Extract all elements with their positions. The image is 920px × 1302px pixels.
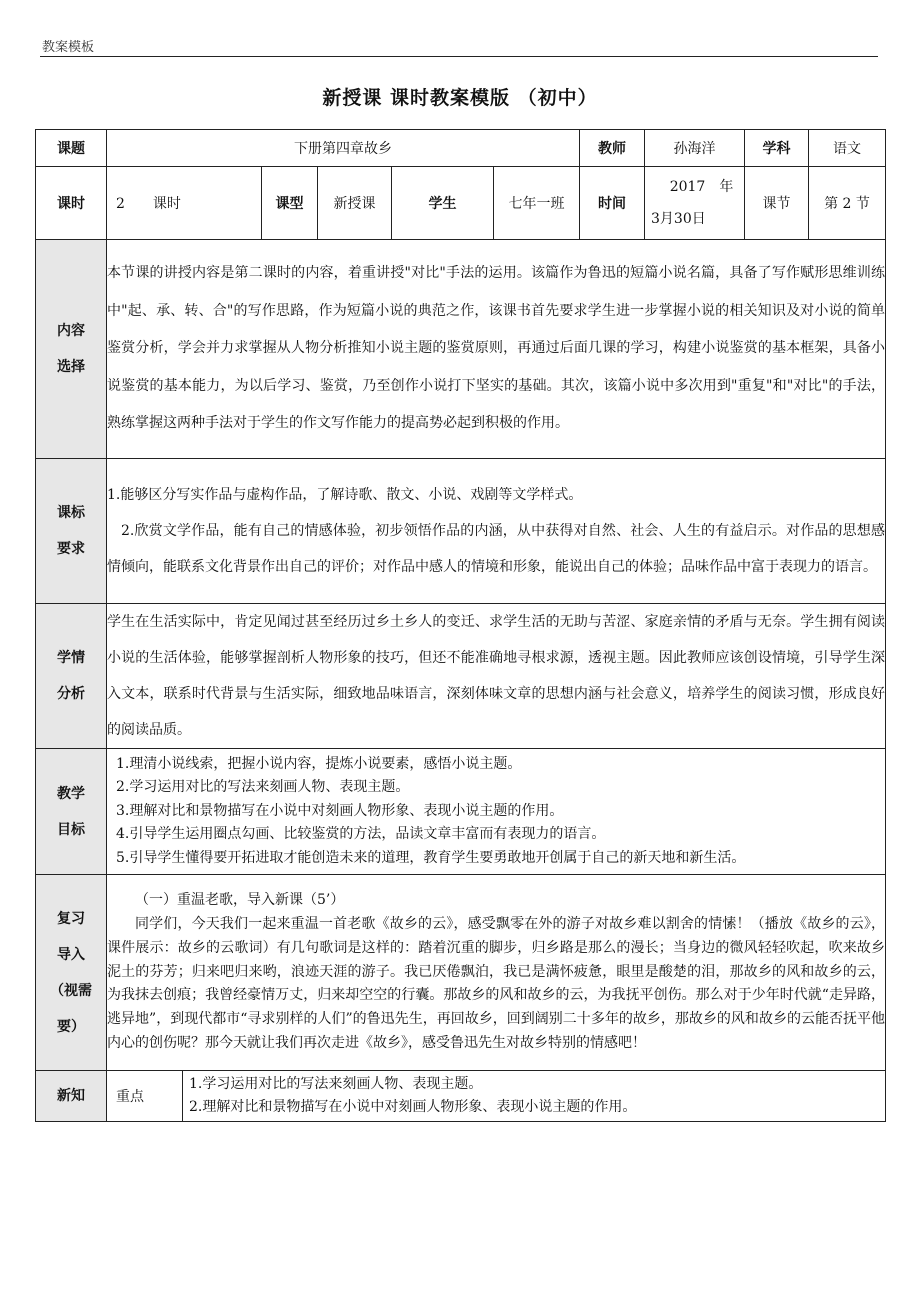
analysis-label <box>36 604 107 749</box>
standard-item-1: 1.能够区分写实作品与虚构作品，了解诗歌、散文、小说、戏剧等文学样式。 <box>107 487 583 503</box>
review-heading: （一）重温老歌，导入新课（5’） <box>135 892 345 909</box>
subject-label: 学科 <box>745 130 809 167</box>
goal-item: 5.引导学生懂得要开拓进取才能创造未来的道理，教育学生要勇敢地开创属于自己的新天地和新生活。 <box>116 849 746 866</box>
standard-item-2: 2.欣赏文学作品，能有自己的情感体验，初步领悟作品的内涵，从中获得对自然、社会、人生的有益启示。对作品的思想感情倾向，能联系文化背景作出自己的评价；对作品中感人的情境和形象，能说出自己的体验；品味作品中富于表现力的语言。 <box>107 523 886 575</box>
row-topic <box>36 130 886 167</box>
time-label: 时间 <box>580 167 645 240</box>
header-rule <box>40 56 878 57</box>
review-label-1: 复习 <box>57 910 85 927</box>
goals-label <box>36 749 107 875</box>
time-date: 3月30日 <box>651 211 706 227</box>
subject-value: 语文 <box>809 130 886 167</box>
type-label: 课型 <box>262 167 318 240</box>
newknow-cell <box>107 1071 886 1122</box>
section-value: 第 2 节 <box>809 167 886 240</box>
header-label: 教案模板 <box>42 40 95 55</box>
topic-label: 课题 <box>36 130 107 167</box>
key-point-item: 2.理解对比和景物描写在小说中对刻画人物形象、表现小说主题的作用。 <box>189 1099 637 1115</box>
type-value: 新授课 <box>318 167 392 240</box>
content-label-2: 选择 <box>57 359 85 375</box>
content-label <box>36 240 107 459</box>
newknow-label: 新知 <box>36 1071 107 1122</box>
goals-list <box>107 749 886 875</box>
goal-item: 1.理清小说线索，把握小说内容，提炼小说要素，感悟小说主题。 <box>116 755 522 772</box>
newknow-inner <box>107 1071 885 1121</box>
content-text: 本节课的讲授内容是第二课时的内容，着重讲授"对比"手法的运用。该篇作为鲁迅的短篇小说名篇，具备了写作赋形思维训练中"起、承、转、合"的写作思路，作为短篇小说的典范之作，该课书首先要求学生进一步掌握小说的相关知识及对小说的简单鉴赏分析，学会并力求掌握从人物分析推知小说主题的鉴赏原则，再通过后面几课的学习，构建小说鉴赏的基本框架，具备小说鉴赏的基本能力，为以后学习、鉴赏，乃至创作小说打下坚实的基础。其次，该篇小说中多次用到"重复"和"对比"的手法，熟练掌握这两种手法对于学生的作文写作能力的提高势必起到积极的作用。 <box>107 240 886 459</box>
key-label: 重点 <box>116 1089 144 1105</box>
period-value: 2 课时 <box>107 167 262 240</box>
analysis-text: 学生在生活实际中，肯定见闻过甚至经历过乡土乡人的变迁、求学生活的无助与苦涩、家庭亲情的矛盾与无奈。学生拥有阅读小说的生活体验，能够掌握剖析人物形象的技巧，但还不能准确地寻根求源，透视主题。因此教师应该创设情境，引导学生深入文本，联系时代背景与生活实际，细致地品味语言，深刻体味文章的思想内涵与社会意义，培养学生的阅读习惯，形成良好的阅读品质。 <box>107 604 886 749</box>
standard-label-2: 要求 <box>57 541 85 557</box>
review-label-2: 导入 <box>57 946 85 963</box>
key-points <box>182 1071 885 1121</box>
goals-label-2: 目标 <box>57 821 85 838</box>
row-content <box>36 240 886 459</box>
review-body: 同学们，今天我们一起来重温一首老歌《故乡的云》，感受飘零在外的游子对故乡难以割舍的情愫！（播放《故乡的云》，课件展示：故乡的云歌词）有几句歌词是这样的：踏着沉重的脚步，归乡路是那么的漫长；当身边的微风轻轻吹起，吹来故乡泥土的芬芳；归来吧归来哟，浪迹天涯的游子。我已厌倦飘泊，我已是满怀疲惫，眼里是酸楚的泪，那故乡的风和故乡的云，为我抹去创痕；我曾经豪情万丈，归来却空空的行囊。那故乡的风和故乡的云，为我抚平创伤。那么对于少年时代就“走异路，逃异地”，到现代都市“寻求别样的人们”的鲁迅先生，再回故乡，回到阔别二十多年的故乡，那故乡的风和故乡的云能否抚平他内心的创伤呢？那今天就让我们再次走进《故乡》，感受鲁迅先生对故乡特别的情感吧！ <box>107 916 886 1051</box>
time-year: 2017 年 <box>669 179 734 195</box>
goal-item: 3.理解对比和景物描写在小说中对刻画人物形象、表现小说主题的作用。 <box>116 802 564 819</box>
key-point-item: 1.学习运用对比的写法来刻画人物、表现主题。 <box>189 1075 483 1092</box>
review-text <box>107 875 886 1071</box>
review-label <box>36 875 107 1071</box>
topic-value: 下册第四章故乡 <box>107 130 580 167</box>
row-period <box>36 167 886 240</box>
content-label-1: 内容 <box>57 323 85 339</box>
review-label-3: （视需 <box>50 982 92 999</box>
standard-label-1: 课标 <box>57 505 85 521</box>
standard-label <box>36 459 107 604</box>
period-label: 课时 <box>36 167 107 240</box>
goal-item: 4.引导学生运用圈点勾画、比较鉴赏的方法，品读文章丰富而有表现力的语言。 <box>116 826 606 843</box>
student-value: 七年一班 <box>494 167 580 240</box>
row-newknow <box>36 1071 886 1122</box>
teacher-label: 教师 <box>580 130 645 167</box>
row-standard <box>36 459 886 604</box>
student-label: 学生 <box>392 167 494 240</box>
analysis-label-2: 分析 <box>57 686 85 702</box>
teacher-value: 孙海洋 <box>645 130 745 167</box>
row-analysis <box>36 604 886 749</box>
review-label-4: 要） <box>57 1018 85 1035</box>
analysis-label-1: 学情 <box>57 650 85 666</box>
standard-text <box>107 459 886 604</box>
page-title: 新授课 课时教案模版 （初中） <box>322 87 598 109</box>
row-goals <box>36 749 886 875</box>
goal-item: 2.学习运用对比的写法来刻画人物、表现主题。 <box>116 779 410 796</box>
goals-label-1: 教学 <box>57 785 85 802</box>
lesson-plan-table <box>35 129 886 1122</box>
row-review <box>36 875 886 1071</box>
time-value <box>645 167 745 240</box>
section-label: 课节 <box>745 167 809 240</box>
